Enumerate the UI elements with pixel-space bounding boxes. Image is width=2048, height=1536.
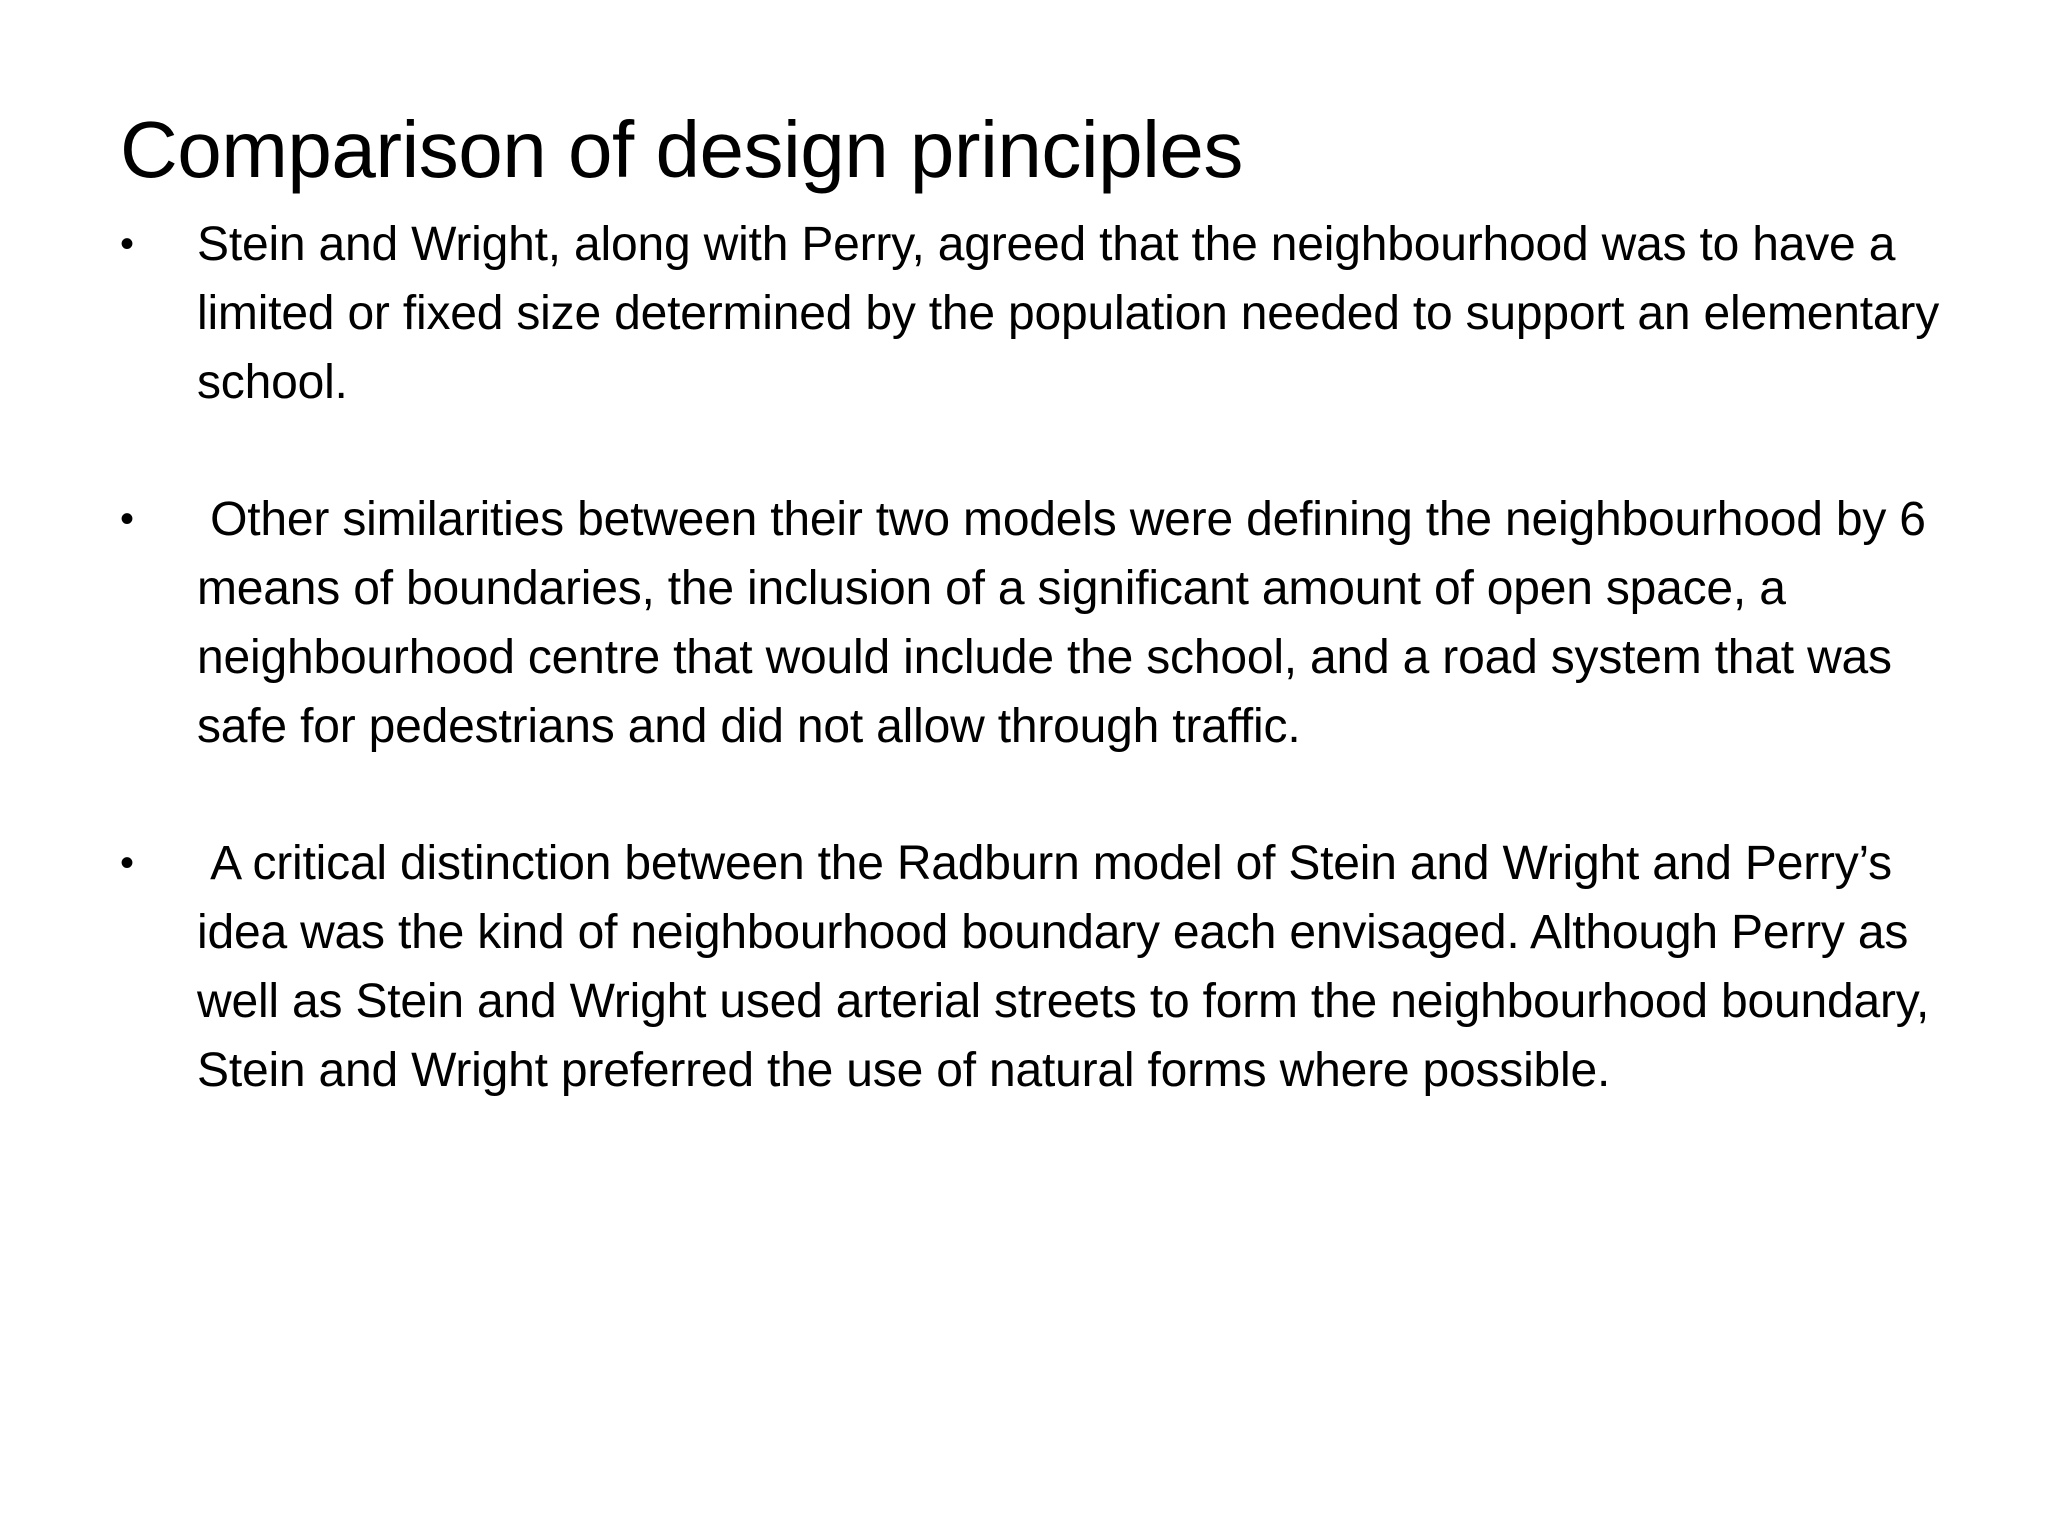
bullet-item <box>120 210 1953 417</box>
bullet-dot-icon: • <box>120 497 134 541</box>
bullet-text: Stein and Wright, along with Perry, agreed that the neighbourhood was to have a limited or fixed size determined by the population needed to support an elementary school. <box>197 218 1953 409</box>
slide-title: Comparison of design principles <box>120 105 1243 194</box>
bullet-dot-icon: • <box>120 841 134 885</box>
bullet-item <box>120 485 1950 761</box>
bullet-item <box>120 829 1950 1105</box>
bullet-text: A critical distinction between the Radburn model of Stein and Wright and Perry’s idea was the kind of neighbourhood boundary each envisaged. Although Perry as well as Stein and Wright used arterial streets to form the neighbourhood boundary, Stein and Wright preferred the use of natural forms where possible. <box>197 837 1943 1097</box>
bullet-list <box>120 210 1953 1105</box>
bullet-text: Other similarities between their two models were defining the neighbourhood by 6 means of boundaries, the inclusion of a significant amount of open space, a neighbourhood centre that would include the school, and a road system that was safe for pedestrians and did not allow through traffic. <box>197 493 1939 753</box>
bullet-dot-icon: • <box>120 222 134 266</box>
